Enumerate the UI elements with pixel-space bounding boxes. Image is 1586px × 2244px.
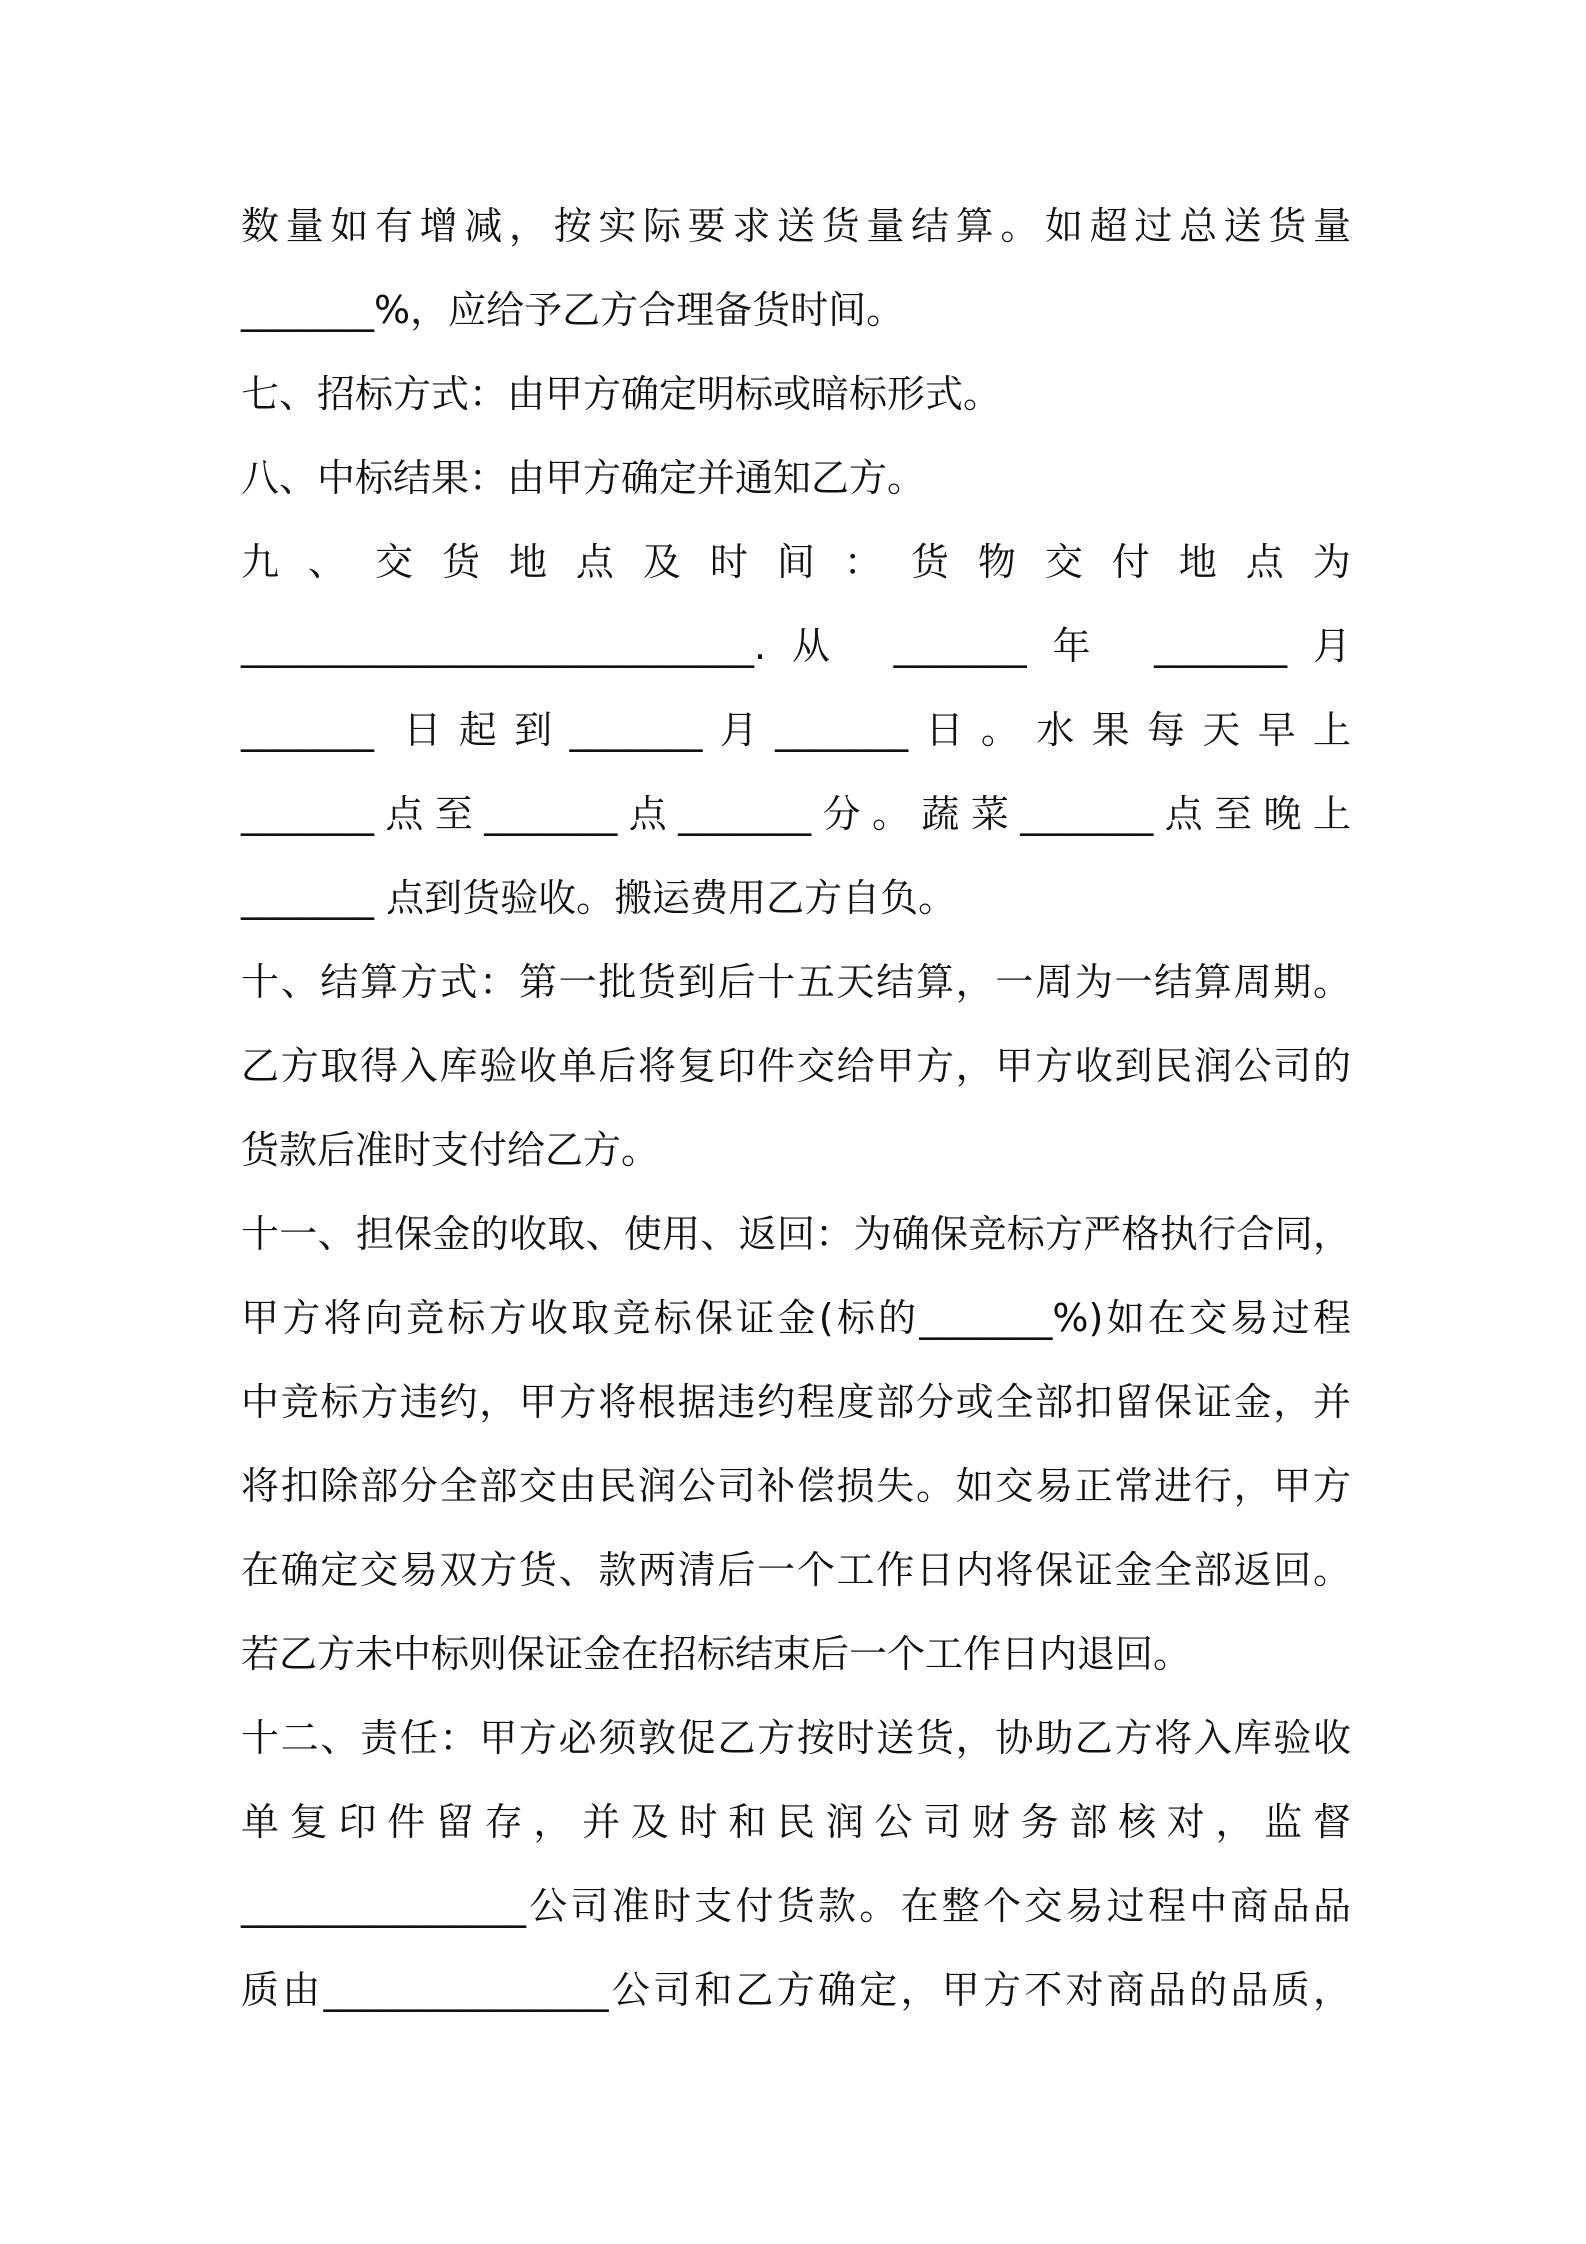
text-line: 若乙方未中标则保证金在招标结束后一个工作日内退回。 [241, 1632, 1192, 1676]
char: 物 [977, 540, 1016, 584]
text-line: ___________________________.从 _______年 _______月 [241, 624, 1351, 668]
text-line: 甲方将向竞标方收取竞标保证金(标的_______%)如在交易过程 [241, 1296, 1351, 1340]
text-line: 八、中标结果：由甲方确定并通知乙方。 [241, 456, 926, 500]
text-line-spread [241, 536, 1351, 588]
text-line: 十、结算方式：第一批货到后十五天结算，一周为一结算周期。 [241, 960, 1351, 1004]
text-line: _______ 点到货验收。搬运费用乙方自负。 [241, 876, 957, 920]
text-line: 货款后准时支付给乙方。 [241, 1128, 660, 1172]
char: 、 [307, 540, 346, 584]
char: 货 [910, 540, 949, 584]
text-line: _______%，应给予乙方合理备货时间。 [241, 288, 905, 332]
text-line: 在确定交易双方货、款两清后一个工作日内将保证金全部返回。 [241, 1548, 1351, 1592]
char: 地 [508, 540, 547, 584]
char: 付 [1111, 540, 1150, 584]
text-line: _______________公司准时支付货款。在整个交易过程中商品品 [241, 1884, 1351, 1928]
char: 间 [776, 540, 815, 584]
char: 点 [575, 540, 614, 584]
text-line: 中竞标方违约，甲方将根据违约程度部分或全部扣留保证金，并 [241, 1380, 1351, 1424]
text-line: 十一、担保金的收取、使用、返回：为确保竞标方严格执行合同， [241, 1212, 1351, 1256]
char: 点 [1245, 540, 1284, 584]
text-line: 乙方取得入库验收单后将复印件交给甲方，甲方收到民润公司的 [241, 1044, 1351, 1088]
text-line: 十二、责任：甲方必须敦促乙方按时送货，协助乙方将入库验收 [241, 1716, 1351, 1760]
char: 交 [374, 540, 413, 584]
text-line: 单复印件留存，并及时和民润公司财务部核对，监督 [241, 1800, 1351, 1844]
text-line: 数量如有增减，按实际要求送货量结算。如超过总送货量 [241, 204, 1351, 248]
char: 为 [1312, 540, 1351, 584]
text-line: _______ 日起到_______月_______日。水果每天早上 [241, 708, 1351, 752]
text-line: 将扣除部分全部交由民润公司补偿损失。如交易正常进行，甲方 [241, 1464, 1351, 1508]
text-line: 七、招标方式：由甲方确定明标或暗标形式。 [241, 372, 1002, 416]
char: ： [843, 540, 882, 584]
char: 地 [1178, 540, 1217, 584]
char: 交 [1044, 540, 1083, 584]
char: 九 [241, 540, 280, 584]
char: 货 [441, 540, 480, 584]
char: 及 [642, 540, 681, 584]
char: 时 [709, 540, 748, 584]
text-line: 质由_______________公司和乙方确定，甲方不对商品的品质， [241, 1968, 1351, 2012]
text-line: _______点至_______点_______分。蔬菜_______点至晚上 [241, 792, 1351, 836]
